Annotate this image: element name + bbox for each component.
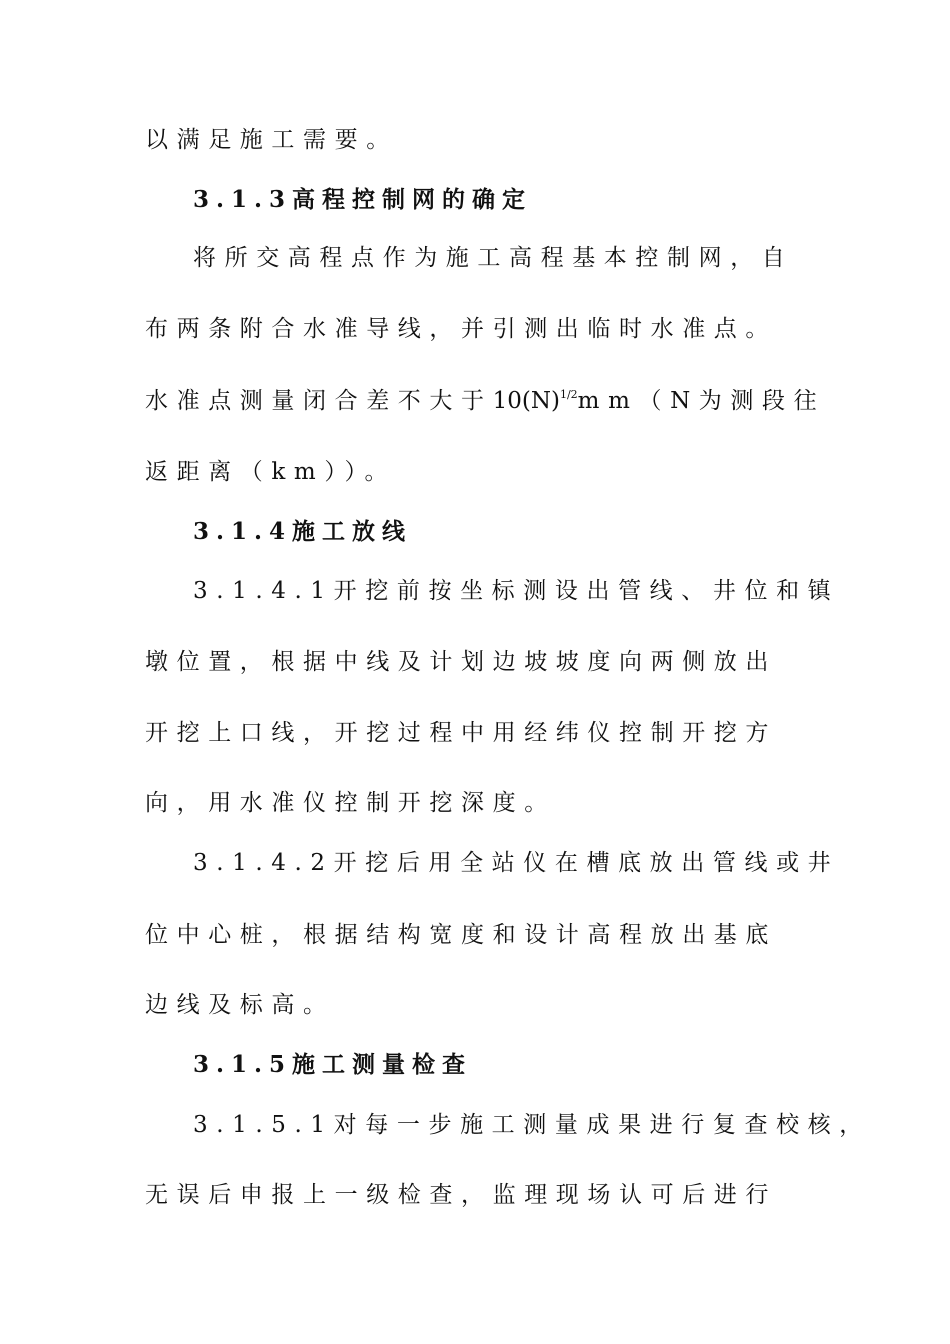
paragraph-line: 3.1.5.1对每一步施工测量成果进行复查校核， [193,1112,871,1138]
formula-prefix: 水准点测量闭合差不大于 [145,388,493,414]
paragraph-line: 位中心桩，根据结构宽度和设计高程放出基底 [145,922,777,948]
paragraph-line: 3.1.4.1开挖前按坐标测设出管线、井位和镇 [193,578,840,604]
paragraph-line-formula [145,386,825,416]
section-heading-3-1-3: 3.1.3高程控制网的确定 [193,186,533,213]
paragraph-line: 向，用水准仪控制开挖深度。 [145,790,556,816]
paragraph-line: 以满足施工需要。 [145,127,398,153]
paragraph-line: 边线及标高。 [145,992,335,1018]
paragraph-line: 3.1.4.2开挖后用全站仪在槽底放出管线或井 [193,850,840,876]
formula-exponent: 1/2 [559,388,578,401]
section-heading-3-1-4: 3.1.4施工放线 [193,518,413,545]
paragraph-line: 开挖上口线，开挖过程中用经纬仪控制开挖方 [145,720,777,746]
formula-value: 10(N) [492,388,560,414]
paragraph-line: 将所交高程点作为施工高程基本控制网，自 [193,245,794,271]
section-heading-3-1-5: 3.1.5施工测量检查 [193,1051,473,1078]
paragraph-line: 无误后申报上一级检查，监理现场认可后进行 [145,1182,777,1208]
formula-suffix: mm（N为测段往 [577,388,826,414]
paragraph-line: 返距离（km））。 [145,459,397,485]
paragraph-line: 布两条附合水准导线，并引测出临时水准点。 [145,316,777,342]
paragraph-line: 墩位置，根据中线及计划边坡坡度向两侧放出 [145,649,777,675]
